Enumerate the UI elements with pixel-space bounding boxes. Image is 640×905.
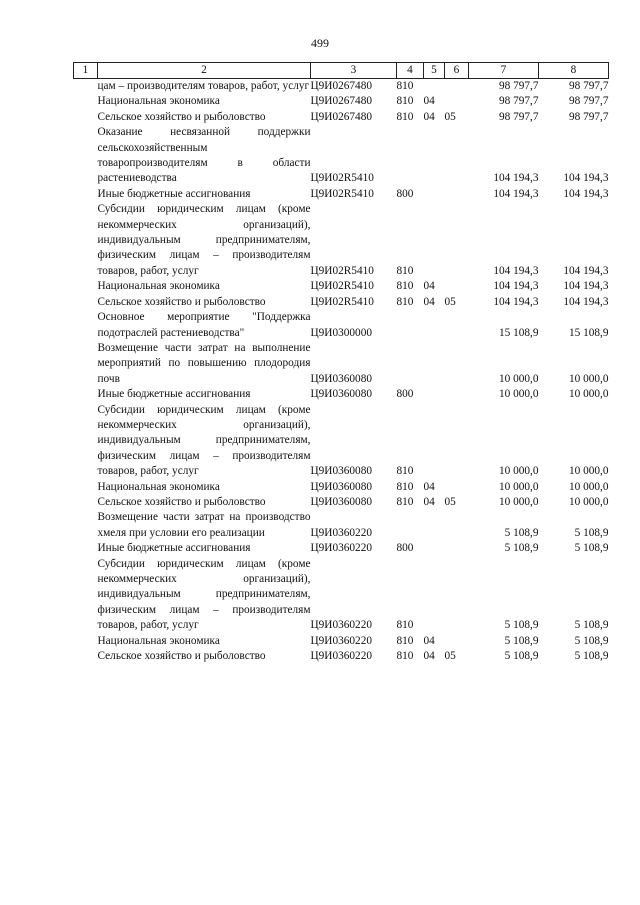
cell-section bbox=[424, 510, 445, 541]
cell-amount-8: 104 194,3 bbox=[563, 264, 609, 277]
cell-item-name: Возмещение части затрат на производство хмеля при условии его реализации bbox=[97, 511, 311, 539]
cell-expense-type: 810 bbox=[396, 619, 414, 632]
cell-expense-type: 800 bbox=[396, 542, 414, 555]
cell-amount-7: 5 108,9 bbox=[504, 650, 539, 663]
cell-target-code: Ц9И02R5410 bbox=[310, 295, 374, 308]
cell-expense-type: 810 bbox=[396, 295, 414, 308]
cell-amount-7: 5 108,9 bbox=[504, 619, 539, 632]
cell-section bbox=[424, 125, 445, 187]
cell-expense-type: 810 bbox=[396, 95, 414, 108]
cell-amount-8: 10 000,0 bbox=[568, 372, 609, 385]
cell-target-code: Ц9И0267480 bbox=[310, 80, 373, 92]
cell-item-name: Сельское хозяйство и рыболовство bbox=[97, 110, 266, 123]
cell-amount-8: 5 108,9 bbox=[574, 542, 609, 555]
cell-col1 bbox=[74, 510, 98, 541]
cell-target-code: Ц9И0360080 bbox=[310, 480, 373, 493]
cell-target-code: Ц9И0267480 bbox=[310, 110, 373, 123]
cell-item-name: Субсидии юридическим лицам (кроме некоммерческих организаций), индивидуальным предпринимателям, физическим лицам – производителям товаров, работ, услуг bbox=[97, 203, 311, 277]
table-row bbox=[74, 495, 609, 510]
cell-section: 04 bbox=[423, 650, 435, 663]
cell-item-name: Сельское хозяйство и рыболовство bbox=[97, 650, 266, 663]
cell-amount-8: 104 194,3 bbox=[563, 187, 609, 200]
cell-col1 bbox=[74, 279, 98, 294]
cell-section: 04 bbox=[423, 95, 435, 108]
cell-col1 bbox=[74, 495, 98, 510]
cell-item-name: Сельское хозяйство и рыболовство bbox=[97, 295, 266, 308]
cell-subsection bbox=[445, 387, 469, 402]
table-row bbox=[74, 480, 609, 495]
cell-item-name: Национальная экономика bbox=[97, 634, 220, 647]
cell-amount-8: 5 108,9 bbox=[574, 650, 609, 663]
cell-section: 04 bbox=[423, 110, 435, 123]
cell-expense-type bbox=[397, 510, 424, 541]
cell-col1 bbox=[74, 557, 98, 634]
table-row bbox=[74, 541, 609, 556]
cell-subsection bbox=[445, 79, 469, 95]
cell-target-code: Ц9И02R5410 bbox=[310, 187, 374, 200]
cell-amount-8: 10 000,0 bbox=[568, 495, 609, 508]
cell-section bbox=[424, 387, 445, 402]
cell-item-name: Субсидии юридическим лицам (кроме некоммерческих организаций), индивидуальным предпринимателям, физическим лицам – производителям товаров, работ, услуг bbox=[97, 403, 311, 478]
cell-amount-8: 10 000,0 bbox=[568, 480, 609, 493]
cell-section bbox=[424, 79, 445, 95]
table-row bbox=[74, 279, 609, 294]
cell-section: 04 bbox=[423, 495, 435, 508]
cell-amount-8: 98 797,7 bbox=[568, 110, 609, 123]
column-header-8: 8 bbox=[539, 63, 609, 79]
table-row bbox=[74, 79, 609, 95]
cell-target-code: Ц9И0360080 bbox=[310, 495, 373, 508]
cell-item-name: Национальная экономика bbox=[97, 95, 220, 108]
cell-amount-7: 104 194,3 bbox=[493, 280, 539, 293]
cell-amount-7: 10 000,0 bbox=[498, 465, 539, 478]
cell-target-code: Ц9И02R5410 bbox=[310, 280, 374, 293]
cell-amount-8: 15 108,9 bbox=[568, 326, 609, 339]
table-row bbox=[74, 403, 609, 480]
column-header-1: 1 bbox=[74, 63, 98, 79]
cell-col1 bbox=[74, 341, 98, 387]
cell-expense-type: 810 bbox=[396, 634, 414, 647]
cell-col1 bbox=[74, 403, 98, 480]
cell-amount-7: 5 108,9 bbox=[504, 526, 539, 539]
table-row bbox=[74, 125, 609, 187]
column-header-6: 6 bbox=[445, 63, 469, 79]
cell-target-code: Ц9И0267480 bbox=[310, 95, 373, 108]
cell-target-code: Ц9И0360220 bbox=[310, 526, 373, 539]
cell-target-code: Ц9И0300000 bbox=[310, 326, 373, 339]
cell-subsection bbox=[445, 480, 469, 495]
cell-expense-type: 810 bbox=[396, 495, 414, 508]
cell-section bbox=[424, 557, 445, 634]
cell-item-name: Оказание несвязанной поддержки сельскохозяйственным товаропроизводителям в области растениеводства bbox=[97, 126, 311, 185]
cell-col1 bbox=[74, 125, 98, 187]
cell-expense-type: 810 bbox=[396, 80, 414, 92]
cell-col1 bbox=[74, 110, 98, 125]
cell-subsection: 05 bbox=[444, 495, 456, 508]
cell-amount-8: 5 108,9 bbox=[574, 526, 609, 539]
cell-col1 bbox=[74, 310, 98, 341]
table-row bbox=[74, 557, 609, 634]
column-header-3: 3 bbox=[311, 63, 397, 79]
cell-section: 04 bbox=[423, 295, 435, 308]
cell-subsection bbox=[445, 94, 469, 109]
table-body bbox=[74, 79, 609, 665]
cell-item-name: Национальная экономика bbox=[97, 280, 220, 293]
cell-item-name: Иные бюджетные ассигнования bbox=[97, 187, 251, 200]
cell-amount-8: 5 108,9 bbox=[574, 619, 609, 632]
table-row bbox=[74, 649, 609, 664]
cell-expense-type: 810 bbox=[396, 280, 414, 293]
cell-col1 bbox=[74, 387, 98, 402]
page-number: 499 bbox=[311, 36, 329, 50]
cell-amount-7: 98 797,7 bbox=[498, 80, 539, 92]
cell-section bbox=[424, 310, 445, 341]
cell-amount-7: 98 797,7 bbox=[498, 95, 539, 108]
cell-item-name: Иные бюджетные ассигнования bbox=[97, 542, 251, 555]
cell-col1 bbox=[74, 480, 98, 495]
cell-subsection bbox=[445, 310, 469, 341]
cell-amount-8: 10 000,0 bbox=[568, 388, 609, 401]
cell-target-code: Ц9И0360220 bbox=[310, 634, 373, 647]
cell-target-code: Ц9И0360220 bbox=[310, 650, 373, 663]
cell-expense-type: 810 bbox=[396, 110, 414, 123]
cell-target-code: Ц9И0360080 bbox=[310, 388, 373, 401]
cell-subsection bbox=[445, 557, 469, 634]
cell-item-name: Иные бюджетные ассигнования bbox=[97, 388, 251, 401]
cell-subsection: 05 bbox=[444, 295, 456, 308]
cell-section: 04 bbox=[423, 634, 435, 647]
cell-subsection bbox=[445, 279, 469, 294]
cell-amount-7: 10 000,0 bbox=[498, 495, 539, 508]
cell-amount-8: 104 194,3 bbox=[563, 280, 609, 293]
cell-amount-7: 10 000,0 bbox=[498, 388, 539, 401]
cell-expense-type bbox=[397, 125, 424, 187]
cell-subsection bbox=[445, 341, 469, 387]
table-row bbox=[74, 634, 609, 649]
cell-amount-7: 104 194,3 bbox=[493, 295, 539, 308]
table-row bbox=[74, 295, 609, 310]
cell-item-name: Возмещение части затрат на выполнение мероприятий по повышению плодородия почв bbox=[97, 341, 311, 385]
cell-amount-7: 104 194,3 bbox=[493, 187, 539, 200]
cell-amount-8: 10 000,0 bbox=[568, 465, 609, 478]
cell-expense-type: 800 bbox=[396, 187, 414, 200]
cell-amount-7: 104 194,3 bbox=[493, 264, 539, 277]
cell-amount-8: 104 194,3 bbox=[563, 172, 609, 185]
cell-amount-8: 98 797,7 bbox=[568, 80, 609, 92]
table-row bbox=[74, 94, 609, 109]
cell-subsection: 05 bbox=[444, 650, 456, 663]
cell-expense-type bbox=[397, 310, 424, 341]
cell-subsection bbox=[445, 125, 469, 187]
cell-section: 04 bbox=[423, 480, 435, 493]
cell-subsection bbox=[445, 541, 469, 556]
cell-section bbox=[424, 341, 445, 387]
cell-expense-type: 810 bbox=[396, 480, 414, 493]
cell-target-code: Ц9И02R5410 bbox=[310, 264, 374, 277]
cell-amount-7: 98 797,7 bbox=[498, 110, 539, 123]
cell-amount-7: 10 000,0 bbox=[498, 480, 539, 493]
cell-item-name: Субсидии юридическим лицам (кроме некоммерческих организаций), индивидуальным предпринимателям, физическим лицам – производителям товаров, работ, услуг bbox=[97, 557, 311, 632]
cell-amount-7: 15 108,9 bbox=[498, 326, 539, 339]
cell-item-name: Основное мероприятие "Поддержка подотраслей растениеводства" bbox=[97, 311, 311, 339]
cell-col1 bbox=[74, 541, 98, 556]
cell-target-code: Ц9И0360080 bbox=[310, 465, 373, 478]
column-header-5: 5 bbox=[424, 63, 445, 79]
cell-col1 bbox=[74, 634, 98, 649]
cell-subsection: 05 bbox=[444, 110, 456, 123]
cell-amount-8: 104 194,3 bbox=[563, 295, 609, 308]
cell-item-name: Национальная экономика bbox=[97, 480, 220, 493]
table-row bbox=[74, 341, 609, 387]
cell-subsection bbox=[445, 634, 469, 649]
cell-col1 bbox=[74, 187, 98, 202]
cell-col1 bbox=[74, 94, 98, 109]
cell-section bbox=[424, 403, 445, 480]
cell-col1 bbox=[74, 79, 98, 95]
cell-amount-8: 5 108,9 bbox=[574, 634, 609, 647]
cell-subsection bbox=[445, 403, 469, 480]
column-header-2: 2 bbox=[98, 63, 311, 79]
cell-subsection bbox=[445, 510, 469, 541]
cell-expense-type bbox=[397, 341, 424, 387]
cell-expense-type: 800 bbox=[396, 388, 414, 401]
table-row bbox=[74, 310, 609, 341]
cell-section bbox=[424, 202, 445, 279]
cell-target-code: Ц9И02R5410 bbox=[310, 172, 374, 185]
cell-expense-type: 810 bbox=[396, 264, 414, 277]
cell-subsection bbox=[445, 202, 469, 279]
cell-subsection bbox=[445, 187, 469, 202]
cell-section: 04 bbox=[423, 280, 435, 293]
cell-col1 bbox=[74, 202, 98, 279]
table-row bbox=[74, 110, 609, 125]
cell-col1 bbox=[74, 649, 98, 664]
table-row bbox=[74, 387, 609, 402]
cell-amount-7: 104 194,3 bbox=[493, 172, 539, 185]
cell-target-code: Ц9И0360220 bbox=[310, 542, 373, 555]
cell-col1 bbox=[74, 295, 98, 310]
cell-amount-7: 10 000,0 bbox=[498, 372, 539, 385]
cell-amount-7: 5 108,9 bbox=[504, 634, 539, 647]
cell-section bbox=[424, 541, 445, 556]
cell-section bbox=[424, 187, 445, 202]
header-row bbox=[74, 63, 609, 79]
cell-item-name: цам – производителям товаров, работ, услуг bbox=[97, 80, 310, 92]
cell-expense-type: 810 bbox=[396, 650, 414, 663]
cell-amount-8: 98 797,7 bbox=[568, 95, 609, 108]
column-header-7: 7 bbox=[469, 63, 539, 79]
cell-target-code: Ц9И0360220 bbox=[310, 619, 373, 632]
table-row bbox=[74, 202, 609, 279]
table-row bbox=[74, 510, 609, 541]
table-row bbox=[74, 187, 609, 202]
column-header-4: 4 bbox=[397, 63, 424, 79]
cell-expense-type: 810 bbox=[396, 465, 414, 478]
cell-target-code: Ц9И0360080 bbox=[310, 372, 373, 385]
cell-item-name: Сельское хозяйство и рыболовство bbox=[97, 495, 266, 508]
cell-amount-7: 5 108,9 bbox=[504, 542, 539, 555]
budget-table bbox=[73, 62, 609, 664]
